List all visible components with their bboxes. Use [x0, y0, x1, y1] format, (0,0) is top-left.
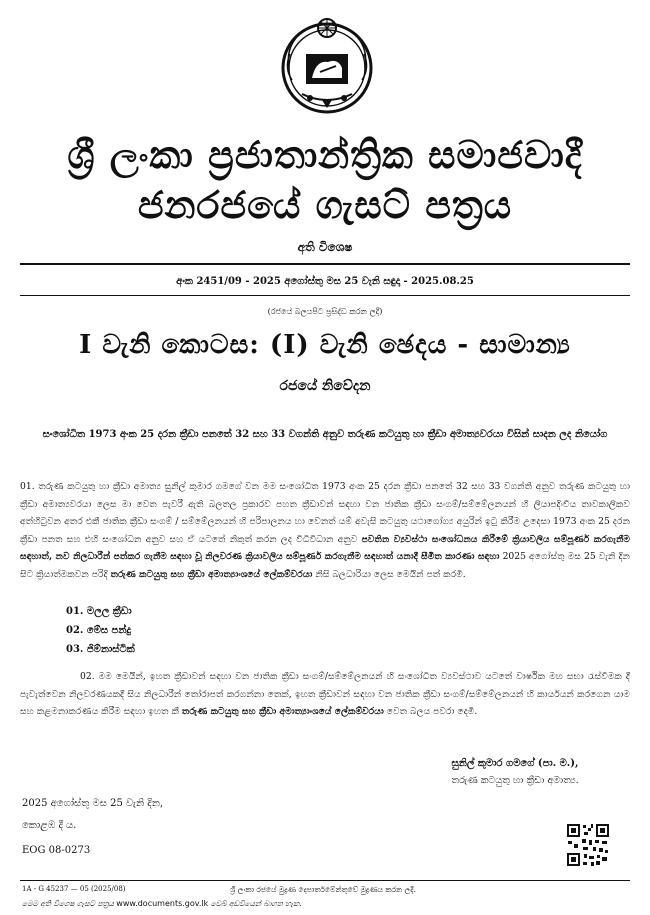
footer-divider: [20, 880, 630, 881]
section-title: රජයේ නිවේදන: [279, 378, 371, 394]
place-date-block: [22, 793, 163, 837]
download-url: www.documents.gov.lk: [116, 899, 209, 908]
paragraph-number: 01.: [20, 481, 35, 492]
paragraph-emphasis: තරුණ කටයුතු සහ ක්‍රීඩා අමාත්‍යාංශයේ ලේකම්වරයා: [110, 568, 313, 580]
qr-code-icon: [566, 823, 610, 867]
paragraph-text: නිසි බලධාරියා ලෙස මෙයින් පත් කරමි.: [315, 568, 466, 580]
issue-line: අංක 2451/09 - 2025 අගෝස්තු මස 25 වැනි සඳුදා - 2025.08.25: [176, 276, 474, 287]
publication-authority: (රජයේ බලයපිට ප්‍රසිද්ධ කරන ලදී): [267, 307, 383, 316]
paragraph-emphasis: තරුණ කටයුතු සහ ක්‍රීඩා අමාත්‍යාංශයේ ලේකම්වරයා: [181, 706, 384, 717]
print-code: 1A - G 45237 — 05 (2025/08): [22, 885, 126, 893]
list-item: 03. ජිම්නාස්ටික්: [66, 644, 135, 655]
sports-list: [66, 602, 135, 659]
paragraph-number: 02.: [80, 671, 95, 682]
reference-number: EOG 08-0273: [22, 845, 91, 856]
notice-paragraph-2: [20, 668, 630, 721]
issue-divider: [20, 295, 630, 296]
part-title: I වැනි කොටස: (I) වැනි ඡෙදය - සාමාන්‍ය: [79, 330, 571, 360]
printer-credit: ශ්‍රී ලංකා රජයේ මුද්‍රණ දෙපාර්තමේන්තුවේ මුද්‍රණය කරන ලදී.: [230, 885, 416, 894]
signatory-name: සුනිල් කුමාර ගමගේ (පා. ම.),: [451, 758, 579, 769]
paragraph-emphasis: පවතින ව්‍යවස්ථා සංශෝධනය කිරීමේ ක්‍රියාවලිය සම්පූර්ණ කරගැනීම සඳහාත්, නව නිලධාරීන් පත්කර ගැනීම සඳහා වූ නිලවරණ ක්‍රියාවලිය සම්පූර්ණ කරගැනීම සඳහාත් යනාදී සීමිත කාරණා සඳහා: [20, 533, 631, 562]
masthead-divider: [20, 263, 630, 265]
place-line: කොළඹ දී ය.: [22, 820, 77, 831]
gazette-masthead-title: ශ්‍රී ලංකා ප්‍රජාතාන්ත්‍රික සමාජවාදී ජනරජයේ ගැසට් පත්‍රය: [67, 132, 583, 227]
notice-paragraph-1: [20, 478, 630, 583]
paragraph-text: 2025 අගෝස්තු මස 25 වැනි දින සිට ක්‍රියාත්මකවන පරිදි: [20, 551, 630, 580]
download-note-suffix: වෙබ් අඩවියෙන් බාගත හැක.: [210, 899, 302, 908]
signatory-title: තරුණ කටයුතු හා ක්‍රීඩා අමාත්‍ය.: [451, 775, 579, 786]
date-line: 2025 අගෝස්තු මස 25 වැනි දින,: [22, 798, 164, 809]
download-note: [22, 899, 302, 909]
paragraph-text: තරුණ කටයුතු හා ක්‍රීඩා අමාත්‍ය සුනිල් කුමාර ගමගේ වන මම සංශෝධිත 1973 අංක 25 දරන ක්‍රීඩා පනතේ 32 සහ 33 වගන්ති අනුව තරුණ කටයුතු හා ක්‍රීඩා අමාත්‍යවරයා ලෙස මා වෙත පැවරී ඇති බලතල ප්‍රකාරව පහත ක්‍රීඩාවන් සඳහා වන ජාතික ක්‍රීඩා සංගම්/සම්මේලනයන් හි ලියාපදිංචිය තාවකාලිකව අත්හිටුවන අතර එකී ජාතික ක්‍රීඩා සංගම් / සම්මේලනයන් හි පරිපාලනය හා වෙනත් යම් අවැසි කටයුතු යථාගෝග්‍ය අයුරින් ඉටු කිරීම උදෙසා 1973 අංක 25 දරන ක්‍රීඩා පනත සහ එහි සංශෝධන අනුව සහ ඒ යටතේ නිකුත් කරන ලද විධිවිධාන අනුව: [20, 481, 630, 545]
paragraph-text: වෙත බලය පවරා දෙමි.: [386, 706, 478, 717]
national-emblem-icon: [272, 10, 382, 120]
signature-block: [400, 755, 630, 789]
paragraph-text: මම මෙයින්, ඉහත ක්‍රීඩාවන් සඳහා වන ජාතික ක්‍රීඩා සංගම්/සම්මේලනයන් හි සංශෝධිත ව්‍යවස්ථාව යටතේ වාර්ෂික මහ සභා රැස්වීමක දී පැවැත්වෙන නිලවරණයකදී සිය නිලධාරීන් තෝරාපත් කරගන්නා තෙක්, ඉහත ක්‍රීඩාවන් සඳහා වන ජාතික ක්‍රීඩා සංගම්/සම්මේලනයන් හි කාර්යයන් කරගෙන යාම සහ කළමනාකරණය කිරීම සඳහා ඉහත කී: [20, 671, 631, 717]
notice-heading: සංශෝධිත 1973 අංක 25 දරන ක්‍රීඩා පනතේ 32 සහ 33 වගන්ති අනුව තරුණ කටයුතු හා ක්‍රීඩා අමාත්‍යවරයා විසින් සාදන ලද නියෝග: [42, 429, 608, 440]
download-note-prefix: මෙම අති විශෙෂ ගැසට් පත්‍රය: [22, 899, 114, 908]
gazette-subtitle: අති විශෙෂ: [297, 240, 353, 254]
list-item: 01. මලල ක්‍රීඩා: [66, 606, 132, 617]
list-item: 02. මේස පන්දු: [66, 625, 131, 636]
